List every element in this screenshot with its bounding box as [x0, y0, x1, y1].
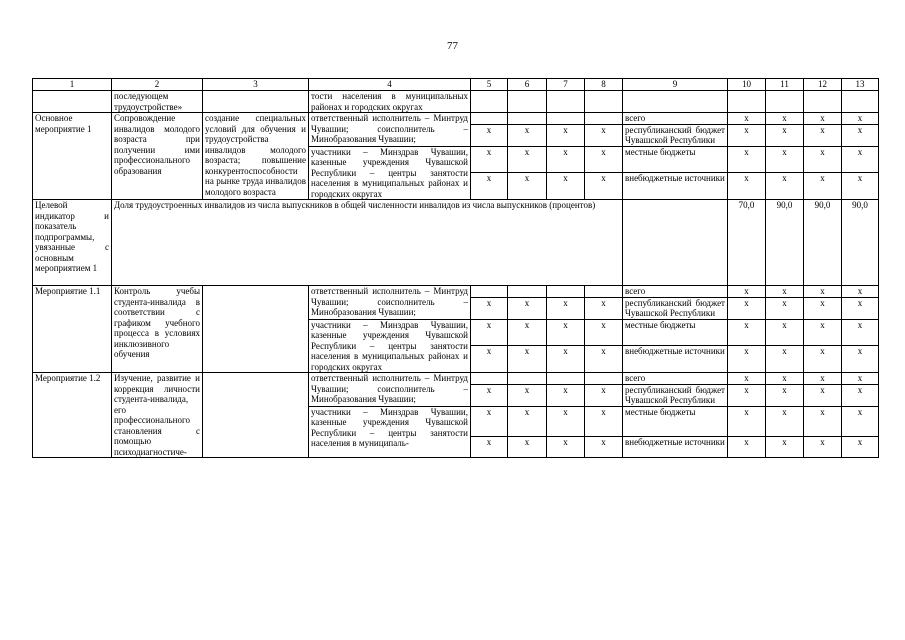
value-cell: x: [842, 373, 879, 385]
value-cell: x: [842, 436, 879, 458]
value-cell: x: [766, 436, 804, 458]
source-label: внебюджетные источники: [623, 346, 728, 373]
cell-executors: ответственный исполнитель – Минтруд Чувашии; соисполнитель – Минобразования Чувашии;: [309, 373, 471, 407]
source-label: внебюджетные источники: [623, 173, 728, 200]
value-cell: x: [766, 124, 804, 146]
value-cell: x: [766, 406, 804, 436]
cell-executors: ответственный исполнитель – Минтруд Чувашии; соисполнитель – Минобразования Чувашии;: [309, 113, 471, 147]
cell-measure: Мероприятие 1.1: [33, 286, 112, 373]
value-cell: x: [508, 319, 547, 346]
value-cell: x: [471, 346, 508, 373]
value-cell: x: [585, 384, 623, 406]
cell-executors: участники – Минздрав Чувашии, казенные учреждения Чувашской Республики – центры занятости населения в муниципаль-: [309, 406, 471, 458]
value-cell: x: [471, 146, 508, 173]
value-cell: x: [728, 346, 766, 373]
value-cell: x: [804, 373, 842, 385]
value-cell: x: [547, 297, 585, 319]
value-cell: x: [508, 124, 547, 146]
cell-executors: участники – Минздрав Чувашии, казенные учреждения Чувашской Республики – центры занятости населения в муниципальных районах и городских округах: [309, 146, 471, 200]
value-cell: x: [585, 173, 623, 200]
value-cell: x: [508, 406, 547, 436]
value-cell: x: [842, 173, 879, 200]
col-header: 12: [804, 79, 842, 91]
value-cell: x: [728, 406, 766, 436]
source-label: внебюджетные источники: [623, 436, 728, 458]
value-cell: x: [728, 173, 766, 200]
value-cell: x: [728, 286, 766, 298]
value-cell: x: [842, 286, 879, 298]
value-cell: x: [585, 319, 623, 346]
value-cell: x: [842, 406, 879, 436]
value-cell: x: [766, 373, 804, 385]
value-cell: x: [471, 297, 508, 319]
value-cell: x: [804, 297, 842, 319]
col-header: 9: [623, 79, 728, 91]
value-cell: x: [766, 113, 804, 125]
value-cell: x: [728, 436, 766, 458]
value-cell: x: [804, 173, 842, 200]
value-cell: x: [804, 286, 842, 298]
cell-executors: участники – Минздрав Чувашии, казенные учреждения Чувашской Республики – центры занятости населения в муниципальных районах и городских округах: [309, 319, 471, 373]
table-row: [33, 200, 879, 286]
cell-indicator-text: Доля трудоустроенных инвалидов из числа выпускников в общей численности инвалидов из числа выпускников (процентов): [112, 200, 623, 286]
table-row: [33, 286, 879, 298]
table-row: [33, 91, 879, 113]
value-cell: x: [471, 319, 508, 346]
value-cell: x: [804, 124, 842, 146]
value-cell: x: [585, 146, 623, 173]
value-cell: x: [842, 319, 879, 346]
source-label: республиканский бюджет Чувашской Республики: [623, 124, 728, 146]
cell-goal: создание специальных условий для обучения и трудоустройства инвалидов молодого возраста; повышение конкурентоспособности на рынке труда инвалидов молодого возраста: [203, 113, 309, 200]
col-header: 3: [203, 79, 309, 91]
value-cell: x: [728, 297, 766, 319]
cell-measure: Мероприятие 1.2: [33, 373, 112, 458]
cell-executors: ответственный исполнитель – Минтруд Чувашии; соисполнитель – Минобразования Чувашии;: [309, 286, 471, 320]
value-cell: x: [728, 319, 766, 346]
col-header: 4: [309, 79, 471, 91]
value-cell: x: [508, 297, 547, 319]
value-cell: x: [804, 436, 842, 458]
value-cell: x: [804, 113, 842, 125]
header-row: [33, 79, 879, 91]
value-cell: x: [728, 113, 766, 125]
value-cell: x: [842, 384, 879, 406]
source-label: республиканский бюджет Чувашской Республики: [623, 384, 728, 406]
value-cell: x: [804, 406, 842, 436]
cell-content: последующем трудоустройстве»: [112, 91, 203, 113]
value-cell: x: [471, 173, 508, 200]
col-header: 11: [766, 79, 804, 91]
value-cell: x: [804, 384, 842, 406]
value-cell: x: [842, 124, 879, 146]
value-cell: x: [585, 297, 623, 319]
value-cell: x: [471, 124, 508, 146]
value-cell: x: [766, 173, 804, 200]
col-header: 13: [842, 79, 879, 91]
value-cell: x: [585, 406, 623, 436]
value-cell: x: [842, 146, 879, 173]
table-row: [33, 113, 879, 125]
value-cell: x: [842, 346, 879, 373]
col-header: 1: [33, 79, 112, 91]
value-cell: x: [766, 346, 804, 373]
col-header: 6: [508, 79, 547, 91]
indicator-value: 90,0: [842, 200, 879, 286]
value-cell: x: [508, 346, 547, 373]
col-header: 2: [112, 79, 203, 91]
value-cell: x: [585, 436, 623, 458]
col-header: 10: [728, 79, 766, 91]
value-cell: x: [547, 124, 585, 146]
source-label: местные бюджеты: [623, 319, 728, 346]
value-cell: x: [547, 319, 585, 346]
source-label: всего: [623, 113, 728, 125]
value-cell: x: [547, 173, 585, 200]
cell-measure: Основное мероприятие 1: [33, 113, 112, 200]
program-table: [32, 78, 879, 458]
source-label: республиканский бюджет Чувашской Республики: [623, 297, 728, 319]
value-cell: x: [728, 124, 766, 146]
cell-content: Изучение, развитие и коррекция личности студента-инвалида, его профессионального становления с помощью психодиагностиче-: [112, 373, 203, 458]
value-cell: x: [508, 384, 547, 406]
indicator-value: 70,0: [728, 200, 766, 286]
value-cell: x: [471, 406, 508, 436]
value-cell: x: [728, 146, 766, 173]
value-cell: x: [766, 319, 804, 346]
col-header: 7: [547, 79, 585, 91]
value-cell: x: [547, 384, 585, 406]
table-row: [33, 373, 879, 385]
value-cell: x: [508, 173, 547, 200]
value-cell: x: [471, 384, 508, 406]
value-cell: x: [804, 319, 842, 346]
value-cell: x: [766, 146, 804, 173]
value-cell: x: [804, 346, 842, 373]
value-cell: x: [508, 436, 547, 458]
cell-executors: тости населения в муниципальных районах и городских округах: [309, 91, 471, 113]
cell-content: Контроль учебы студента-инвалида в соответствии с графиком учебного процесса в условиях инклюзивного обучения: [112, 286, 203, 373]
value-cell: x: [842, 297, 879, 319]
value-cell: x: [547, 146, 585, 173]
col-header: 8: [585, 79, 623, 91]
value-cell: x: [585, 346, 623, 373]
value-cell: x: [766, 297, 804, 319]
value-cell: x: [547, 436, 585, 458]
source-label: местные бюджеты: [623, 146, 728, 173]
value-cell: x: [585, 124, 623, 146]
value-cell: x: [471, 436, 508, 458]
value-cell: x: [766, 286, 804, 298]
cell-content: Сопровождение инвалидов молодого возраста при получении ими профессионального образования: [112, 113, 203, 200]
value-cell: x: [547, 346, 585, 373]
value-cell: x: [766, 384, 804, 406]
page-number: 77: [447, 40, 458, 52]
indicator-value: 90,0: [804, 200, 842, 286]
indicator-value: 90,0: [766, 200, 804, 286]
value-cell: x: [804, 146, 842, 173]
source-label: местные бюджеты: [623, 406, 728, 436]
col-header: 5: [471, 79, 508, 91]
cell-indicator: Целевой индикатор и показатель подпрограммы, увязанные с основным мероприятием 1: [33, 200, 112, 286]
value-cell: x: [508, 146, 547, 173]
value-cell: x: [728, 384, 766, 406]
value-cell: x: [547, 406, 585, 436]
value-cell: x: [728, 373, 766, 385]
source-label: всего: [623, 373, 728, 385]
value-cell: x: [842, 113, 879, 125]
source-label: всего: [623, 286, 728, 298]
